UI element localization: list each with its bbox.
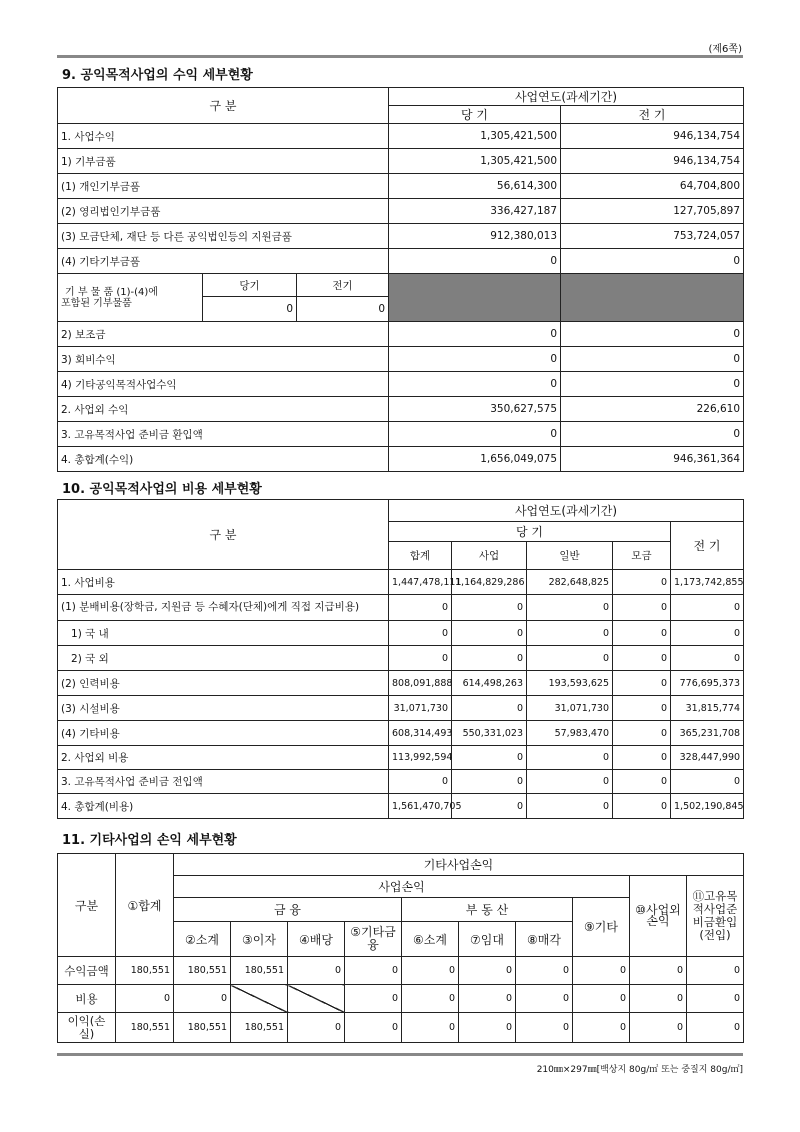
pl-header-div: 구분 bbox=[58, 854, 116, 957]
section-11-title: 11. 기타사업의 손익 세부현황 bbox=[62, 833, 237, 848]
expense-row-business: 0 bbox=[452, 746, 527, 770]
pl-cell: 0 bbox=[630, 957, 687, 985]
expense-row-business: 0 bbox=[452, 621, 527, 646]
pl-cell: 0 bbox=[345, 985, 402, 1013]
revenue-row-label: 2) 보조금 bbox=[58, 322, 389, 347]
pl-cell: 0 bbox=[402, 985, 459, 1013]
expense-row-prior: 31,815,774 bbox=[671, 696, 744, 721]
expense-row-label: (1) 분배비용(장학금, 지원금 등 수혜자(단체)에게 직접 지급비용) bbox=[58, 595, 389, 621]
shaded-cell bbox=[389, 274, 561, 322]
expense-row-business: 0 bbox=[452, 696, 527, 721]
pl-cell-not-applicable bbox=[231, 985, 288, 1013]
pl-cell: 0 bbox=[516, 1013, 573, 1043]
expense-row-prior: 1,502,190,845 bbox=[671, 794, 744, 819]
pl-cell: 180,551 bbox=[231, 1013, 288, 1043]
expense-row-prior: 0 bbox=[671, 595, 744, 621]
pl-cell: 0 bbox=[345, 957, 402, 985]
pl-row-label: 비용 bbox=[58, 985, 116, 1013]
expense-table bbox=[57, 499, 744, 819]
paper-spec-footer: 210㎜×297㎜[백상지 80g/㎡ 또는 중질지 80g/㎡] bbox=[536, 1065, 743, 1075]
pl-cell: 0 bbox=[402, 957, 459, 985]
revenue-row-current: 0 bbox=[389, 347, 561, 372]
revenue-row-current: 912,380,013 bbox=[389, 224, 561, 249]
pl-header-realestate: 부 동 산 bbox=[402, 898, 573, 922]
revenue-row-current: 1,305,421,500 bbox=[389, 149, 561, 174]
expense-row-prior: 0 bbox=[671, 646, 744, 671]
expense-row-total: 0 bbox=[389, 770, 452, 794]
pl-row-label: 이익(손실) bbox=[58, 1013, 116, 1043]
revenue-row-label: 3) 회비수익 bbox=[58, 347, 389, 372]
revenue-row-prior: 0 bbox=[561, 249, 744, 274]
pl-header-other: 기타사업손익 bbox=[174, 854, 744, 876]
revenue-row-prior: 64,704,800 bbox=[561, 174, 744, 199]
expense-row-general: 0 bbox=[527, 595, 613, 621]
pl-cell: 180,551 bbox=[174, 957, 231, 985]
expense-row-label: 1. 사업비용 bbox=[58, 570, 389, 595]
revenue-row-label: 2. 사업외 수익 bbox=[58, 397, 389, 422]
expense-subheader-general: 일반 bbox=[527, 542, 613, 570]
expense-row-total: 0 bbox=[389, 595, 452, 621]
expense-row-label: (4) 기타비용 bbox=[58, 721, 389, 746]
expense-row-fundraising: 0 bbox=[613, 770, 671, 794]
revenue-row-prior: 127,705,897 bbox=[561, 199, 744, 224]
pl-header-lease: ⑦임대 bbox=[459, 922, 516, 957]
revenue-row-current: 0 bbox=[389, 322, 561, 347]
section-10-title: 10. 공익목적사업의 비용 세부현황 bbox=[62, 482, 262, 497]
expense-row-business: 0 bbox=[452, 770, 527, 794]
expense-row-general: 57,983,470 bbox=[527, 721, 613, 746]
expense-row-general: 31,071,730 bbox=[527, 696, 613, 721]
expense-row-fundraising: 0 bbox=[613, 621, 671, 646]
expense-row-label: 3. 고유목적사업 준비금 전입액 bbox=[58, 770, 389, 794]
pl-cell: 0 bbox=[345, 1013, 402, 1043]
expense-row-business: 614,498,263 bbox=[452, 671, 527, 696]
expense-row-fundraising: 0 bbox=[613, 570, 671, 595]
expense-row-general: 193,593,625 bbox=[527, 671, 613, 696]
revenue-header-year: 사업연도(과세기간) bbox=[389, 88, 744, 106]
pl-cell: 0 bbox=[459, 985, 516, 1013]
expense-row-total: 113,992,594 bbox=[389, 746, 452, 770]
pl-cell: 0 bbox=[402, 1013, 459, 1043]
expense-row-fundraising: 0 bbox=[613, 721, 671, 746]
revenue-row-current: 336,427,187 bbox=[389, 199, 561, 224]
expense-row-fundraising: 0 bbox=[613, 794, 671, 819]
pl-header-etc: ⑨기타 bbox=[573, 898, 630, 957]
revenue-row-prior: 226,610 bbox=[561, 397, 744, 422]
expense-row-business: 1,164,829,286 bbox=[452, 570, 527, 595]
expense-row-business: 0 bbox=[452, 794, 527, 819]
expense-row-general: 282,648,825 bbox=[527, 570, 613, 595]
pl-cell: 0 bbox=[573, 985, 630, 1013]
revenue-row-current: 0 bbox=[389, 372, 561, 397]
expense-row-general: 0 bbox=[527, 621, 613, 646]
revenue-header-div: 구 분 bbox=[58, 88, 389, 124]
revenue-header-current: 당 기 bbox=[389, 106, 561, 124]
page-number: (제6쪽) bbox=[708, 44, 742, 55]
expense-row-total: 608,314,493 bbox=[389, 721, 452, 746]
revenue-row-current: 0 bbox=[389, 422, 561, 447]
pl-cell: 180,551 bbox=[231, 957, 288, 985]
other-business-table bbox=[57, 853, 744, 1043]
pl-cell: 180,551 bbox=[116, 1013, 174, 1043]
in-kind-current-value: 0 bbox=[203, 297, 297, 322]
expense-row-fundraising: 0 bbox=[613, 746, 671, 770]
expense-row-total: 1,561,470,705 bbox=[389, 794, 452, 819]
pl-header-business: 사업손익 bbox=[174, 876, 630, 898]
revenue-row-label: (2) 영리법인기부금품 bbox=[58, 199, 389, 224]
expense-row-label: (2) 인력비용 bbox=[58, 671, 389, 696]
pl-cell: 0 bbox=[174, 985, 231, 1013]
pl-cell: 0 bbox=[573, 1013, 630, 1043]
in-kind-label bbox=[58, 274, 203, 322]
pl-cell: 0 bbox=[516, 985, 573, 1013]
expense-row-label: 4. 총합계(비용) bbox=[58, 794, 389, 819]
expense-row-prior: 0 bbox=[671, 621, 744, 646]
expense-row-general: 0 bbox=[527, 746, 613, 770]
revenue-row-current: 1,305,421,500 bbox=[389, 124, 561, 149]
expense-row-total: 0 bbox=[389, 646, 452, 671]
in-kind-prior-header: 전기 bbox=[297, 274, 389, 297]
expense-row-prior: 776,695,373 bbox=[671, 671, 744, 696]
pl-header-total: ①합계 bbox=[116, 854, 174, 957]
section-9-title: 9. 공익목적사업의 수익 세부현황 bbox=[62, 68, 253, 83]
expense-row-total: 1,447,478,111 bbox=[389, 570, 452, 595]
in-kind-label-line1: 기 부 물 품 (1)-(4)에 bbox=[65, 286, 158, 298]
pl-header-re-subtotal: ⑥소계 bbox=[402, 922, 459, 957]
revenue-row-label: 4) 기타공익목적사업수익 bbox=[58, 372, 389, 397]
revenue-row-prior: 946,134,754 bbox=[561, 124, 744, 149]
pl-header-interest: ③이자 bbox=[231, 922, 288, 957]
revenue-row-prior: 946,134,754 bbox=[561, 149, 744, 174]
pl-cell: 0 bbox=[516, 957, 573, 985]
pl-cell: 0 bbox=[288, 1013, 345, 1043]
pl-cell: 180,551 bbox=[174, 1013, 231, 1043]
expense-row-prior: 328,447,990 bbox=[671, 746, 744, 770]
pl-cell-not-applicable bbox=[288, 985, 345, 1013]
bottom-rule bbox=[57, 1053, 743, 1056]
expense-row-total: 808,091,888 bbox=[389, 671, 452, 696]
pl-cell: 0 bbox=[687, 985, 744, 1013]
revenue-row-current: 0 bbox=[389, 249, 561, 274]
expense-header-prior: 전 기 bbox=[671, 522, 744, 570]
revenue-header-prior: 전 기 bbox=[561, 106, 744, 124]
expense-row-fundraising: 0 bbox=[613, 671, 671, 696]
pl-cell: 0 bbox=[573, 957, 630, 985]
revenue-table bbox=[57, 87, 744, 472]
expense-row-total: 31,071,730 bbox=[389, 696, 452, 721]
pl-header-reserve: ⑪고유목적사업준비금환입(전입) bbox=[687, 876, 744, 957]
expense-row-prior: 365,231,708 bbox=[671, 721, 744, 746]
expense-row-business: 0 bbox=[452, 595, 527, 621]
revenue-row-label: (4) 기타기부금품 bbox=[58, 249, 389, 274]
pl-header-sale: ⑧매각 bbox=[516, 922, 573, 957]
expense-header-current: 당 기 bbox=[389, 522, 671, 542]
pl-header-dividend: ④배당 bbox=[288, 922, 345, 957]
expense-row-fundraising: 0 bbox=[613, 646, 671, 671]
revenue-row-label: (3) 모금단체, 재단 등 다른 공익법인등의 지원금품 bbox=[58, 224, 389, 249]
pl-cell: 0 bbox=[687, 957, 744, 985]
expense-subheader-total: 합계 bbox=[389, 542, 452, 570]
expense-row-label: 1) 국 내 bbox=[58, 621, 389, 646]
revenue-row-current: 350,627,575 bbox=[389, 397, 561, 422]
revenue-row-current: 1,656,049,075 bbox=[389, 447, 561, 472]
revenue-row-prior: 0 bbox=[561, 347, 744, 372]
pl-cell: 0 bbox=[630, 985, 687, 1013]
expense-row-general: 0 bbox=[527, 770, 613, 794]
revenue-row-label: 3. 고유목적사업 준비금 환입액 bbox=[58, 422, 389, 447]
shaded-cell bbox=[561, 274, 744, 322]
in-kind-prior-value: 0 bbox=[297, 297, 389, 322]
pl-cell: 0 bbox=[687, 1013, 744, 1043]
expense-row-business: 0 bbox=[452, 646, 527, 671]
pl-row-label: 수익금액 bbox=[58, 957, 116, 985]
revenue-row-label: 4. 총합계(수익) bbox=[58, 447, 389, 472]
pl-cell: 0 bbox=[630, 1013, 687, 1043]
expense-header-div: 구 분 bbox=[58, 500, 389, 570]
pl-cell: 0 bbox=[459, 957, 516, 985]
revenue-row-prior: 946,361,364 bbox=[561, 447, 744, 472]
top-rule bbox=[57, 55, 743, 58]
revenue-row-prior: 0 bbox=[561, 422, 744, 447]
pl-header-nonbiz: ⑩사업외손익 bbox=[630, 876, 687, 957]
revenue-row-prior: 0 bbox=[561, 372, 744, 397]
expense-header-year: 사업연도(과세기간) bbox=[389, 500, 744, 522]
pl-cell: 180,551 bbox=[116, 957, 174, 985]
revenue-row-label: (1) 개인기부금품 bbox=[58, 174, 389, 199]
expense-row-general: 0 bbox=[527, 646, 613, 671]
expense-row-fundraising: 0 bbox=[613, 595, 671, 621]
expense-row-prior: 0 bbox=[671, 770, 744, 794]
expense-row-general: 0 bbox=[527, 794, 613, 819]
expense-row-prior: 1,173,742,855 bbox=[671, 570, 744, 595]
pl-header-other-finance: ⑤기타금융 bbox=[345, 922, 402, 957]
pl-header-fin-subtotal: ②소계 bbox=[174, 922, 231, 957]
expense-row-label: 2) 국 외 bbox=[58, 646, 389, 671]
expense-row-label: (3) 시설비용 bbox=[58, 696, 389, 721]
expense-row-label: 2. 사업외 비용 bbox=[58, 746, 389, 770]
revenue-row-label: 1. 사업수익 bbox=[58, 124, 389, 149]
revenue-row-label: 1) 기부금품 bbox=[58, 149, 389, 174]
expense-subheader-business: 사업 bbox=[452, 542, 527, 570]
expense-row-total: 0 bbox=[389, 621, 452, 646]
expense-row-business: 550,331,023 bbox=[452, 721, 527, 746]
pl-header-finance: 금 융 bbox=[174, 898, 402, 922]
pl-cell: 0 bbox=[459, 1013, 516, 1043]
revenue-row-prior: 0 bbox=[561, 322, 744, 347]
expense-row-fundraising: 0 bbox=[613, 696, 671, 721]
pl-cell: 0 bbox=[116, 985, 174, 1013]
expense-subheader-fundraising: 모금 bbox=[613, 542, 671, 570]
in-kind-label-line2: 포함된 기부물품 bbox=[61, 297, 132, 309]
pl-cell: 0 bbox=[288, 957, 345, 985]
in-kind-current-header: 당기 bbox=[203, 274, 297, 297]
revenue-row-prior: 753,724,057 bbox=[561, 224, 744, 249]
revenue-row-current: 56,614,300 bbox=[389, 174, 561, 199]
